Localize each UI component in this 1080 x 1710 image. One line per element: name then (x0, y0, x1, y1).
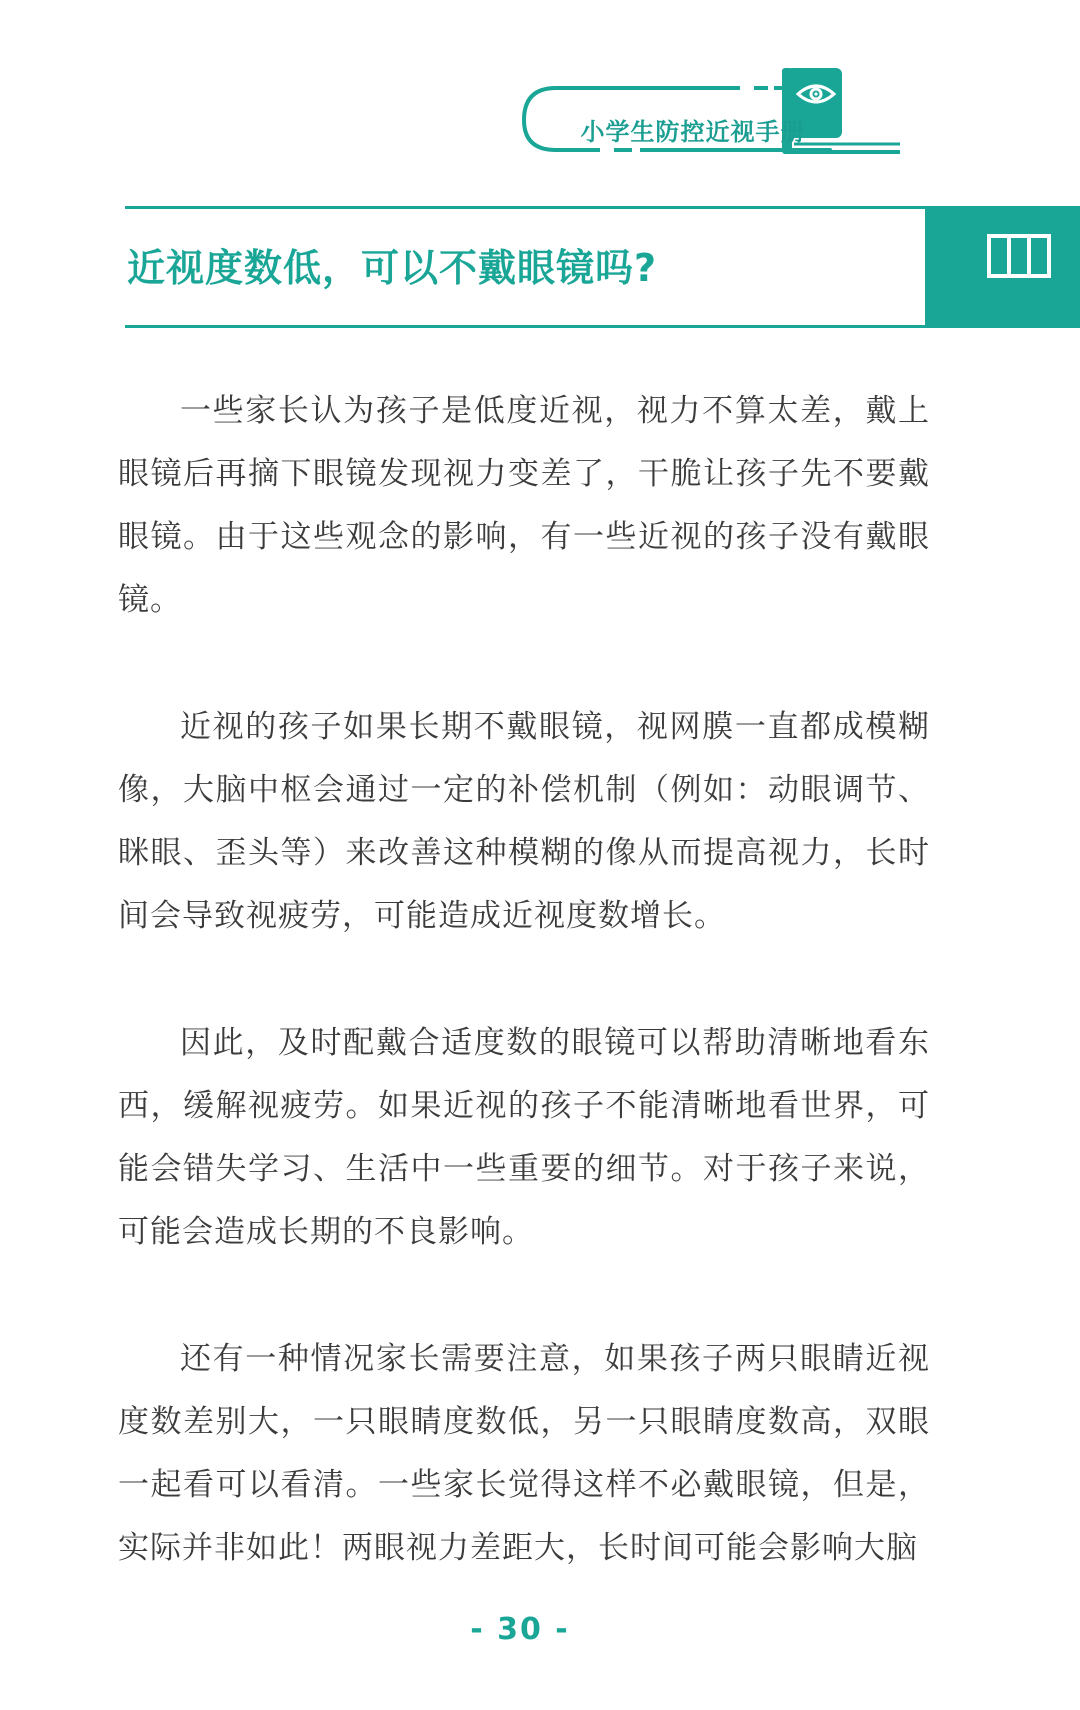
columns-icon (987, 234, 1051, 278)
chapter-side-tab (925, 206, 1080, 328)
paragraph-2: 近视的孩子如果长期不戴眼镜，视网膜一直都成模糊像，大脑中枢会通过一定的补偿机制（例如：动眼调节、眯眼、歪头等）来改善这种模糊的像从而提高视力，长时间会导致视疲劳，可能造成近视度数增长。 (118, 709, 930, 934)
article-body (118, 380, 930, 1644)
section-title: 近视度数低，可以不戴眼镜吗? (127, 246, 658, 290)
title-rule-top (125, 206, 925, 209)
handbook-badge (520, 68, 928, 158)
title-rule-bottom (125, 325, 925, 328)
eye-icon (796, 82, 836, 106)
handbook-title: 小学生防控近视手册 (580, 118, 806, 146)
paragraph-1: 一些家长认为孩子是低度近视，视力不算太差，戴上眼镜后再摘下眼镜发现视力变差了，干脆让孩子先不要戴眼镜。由于这些观念的影响，有一些近视的孩子没有戴眼镜。 (118, 393, 930, 618)
paragraph-4: 还有一种情况家长需要注意，如果孩子两只眼睛近视度数差别大，一只眼睛度数低，另一只眼睛度数高，双眼一起看可以看清。一些家长觉得这样不必戴眼镜，但是，实际并非如此！两眼视力差距大，长时间可能会影响大脑 (118, 1341, 930, 1566)
page-number: - 30 - (470, 1612, 570, 1647)
section-title-band (125, 206, 925, 328)
paragraph-3: 因此，及时配戴合适度数的眼镜可以帮助清晰地看东西，缓解视疲劳。如果近视的孩子不能清晰地看世界，可能会错失学习、生活中一些重要的细节。对于孩子来说，可能会造成长期的不良影响。 (118, 1025, 930, 1250)
